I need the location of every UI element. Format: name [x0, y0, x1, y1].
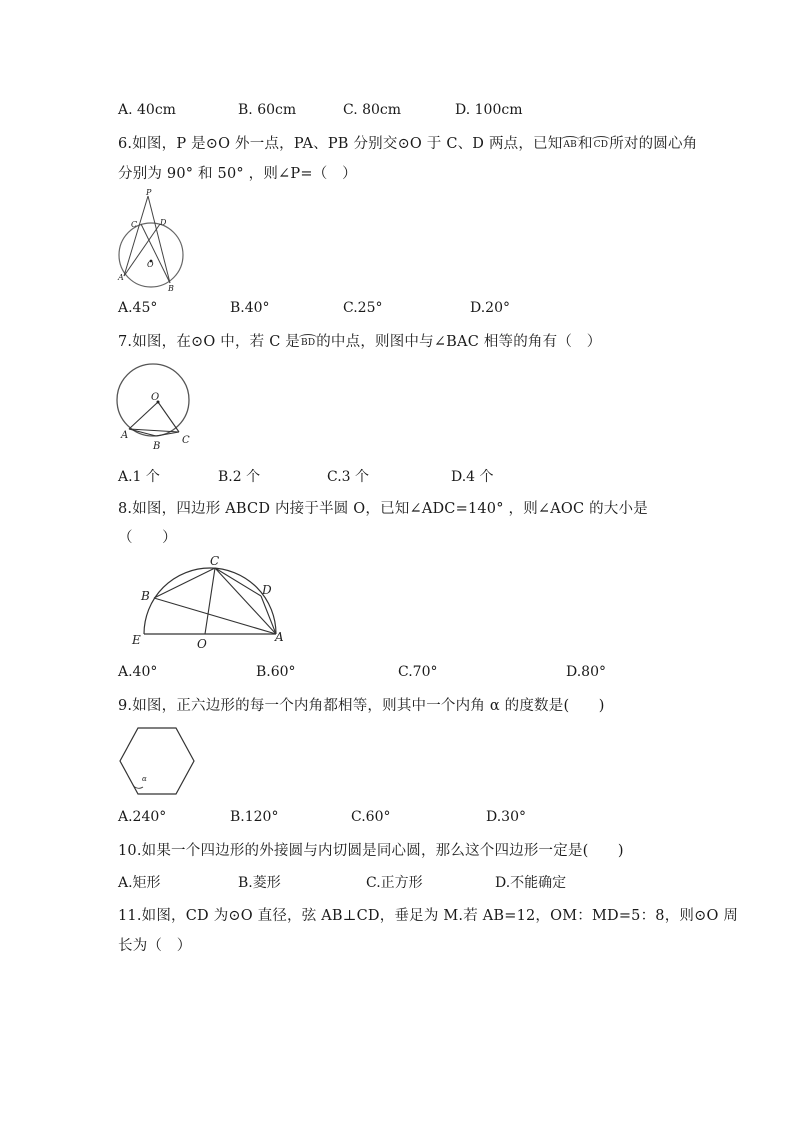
q6-label-p: P — [146, 188, 152, 197]
q7-label-o: O — [151, 392, 160, 403]
q10-option-a: A.矩形 — [118, 875, 161, 891]
q6-option-c: C.25° — [343, 300, 383, 316]
q9-option-d: D.30° — [486, 809, 526, 825]
q6-option-b: B.40° — [230, 300, 270, 316]
q9-figure — [115, 725, 200, 800]
q7-label-b: B — [153, 441, 161, 452]
q8-label-a: A — [275, 630, 284, 644]
q5-option-c: C. 80cm — [343, 102, 402, 118]
q6-text-line2: 分别为 90° 和 50° ，则∠P=（ ） — [118, 166, 357, 182]
q9-option-c: C.60° — [351, 809, 391, 825]
q6-label-c: C — [131, 220, 138, 229]
q6-prefix: 6.如图，P 是⊙O 外一点，PA、PB 分别交⊙O 于 C、D 两点，已知 — [118, 136, 563, 152]
q6-suffix: 所对的圆心角 — [609, 136, 698, 152]
q7-label-c: C — [182, 435, 190, 446]
q8-text-line1: 8.如图，四边形 ABCD 内接于半圆 O，已知∠ADC=140° ，则∠AOC 的大小是 — [118, 501, 648, 517]
q7-option-c: C.3 个 — [327, 469, 370, 485]
q6-arc-cd: CD — [593, 140, 609, 150]
q7-text — [118, 330, 601, 351]
q8-label-o: O — [197, 637, 207, 651]
q6-label-a: A — [118, 273, 124, 282]
q6-label-o: O — [147, 260, 154, 269]
q7-option-d: D.4 个 — [451, 469, 494, 485]
q8-option-b: B.60° — [256, 664, 296, 680]
q6-label-d: D — [160, 218, 167, 227]
q7-option-a: A.1 个 — [118, 469, 160, 485]
q10-option-b: B.菱形 — [238, 875, 281, 891]
q8-option-a: A.40° — [118, 664, 158, 680]
q9-label-alpha: α — [142, 775, 147, 783]
q8-label-c: C — [210, 554, 220, 568]
q5-option-d: D. 100cm — [455, 102, 523, 118]
q8-label-d: D — [262, 583, 272, 597]
q5-option-a: A. 40cm — [118, 102, 176, 118]
q8-label-b: B — [141, 589, 150, 603]
q11-text-line1: 11.如图，CD 为⊙O 直径，弦 AB⊥CD，垂足为 M.若 AB=12，OM：MD=5：8，则⊙O 周 — [118, 908, 739, 924]
q5-option-b: B. 60cm — [238, 102, 297, 118]
q8-text-line2: （ ） — [118, 530, 177, 546]
q10-option-d: D.不能确定 — [495, 875, 567, 891]
q6-arc-ab: AB — [563, 140, 577, 150]
q7-arc-bd: BD — [301, 338, 316, 348]
q10-text: 10.如果一个四边形的外接圆与内切圆是同心圆，那么这个四边形一定是( ) — [118, 843, 624, 859]
q6-label-b: B — [168, 284, 174, 293]
q6-option-d: D.20° — [470, 300, 510, 316]
q6-text-line1 — [118, 132, 697, 153]
q8-label-e: E — [132, 633, 141, 647]
q7-prefix: 7.如图，在⊙O 中，若 C 是 — [118, 334, 300, 350]
q7-figure — [115, 360, 200, 455]
q10-option-c: C.正方形 — [366, 875, 423, 891]
q6-mid: 和 — [577, 136, 593, 152]
q9-option-b: B.120° — [230, 809, 279, 825]
q8-option-c: C.70° — [398, 664, 438, 680]
q11-text-line2: 长为（ ） — [118, 938, 192, 954]
q6-figure — [115, 190, 195, 295]
q8-option-d: D.80° — [566, 664, 606, 680]
q7-label-a: A — [121, 430, 129, 441]
q8-figure — [130, 552, 295, 652]
q7-option-b: B.2 个 — [218, 469, 261, 485]
q9-text: 9.如图，正六边形的每一个内角都相等，则其中一个内角 α 的度数是( ) — [118, 698, 605, 714]
q6-option-a: A.45° — [118, 300, 158, 316]
q7-suffix: 的中点，则图中与∠BAC 相等的角有（ ） — [316, 334, 602, 350]
q9-option-a: A.240° — [118, 809, 167, 825]
